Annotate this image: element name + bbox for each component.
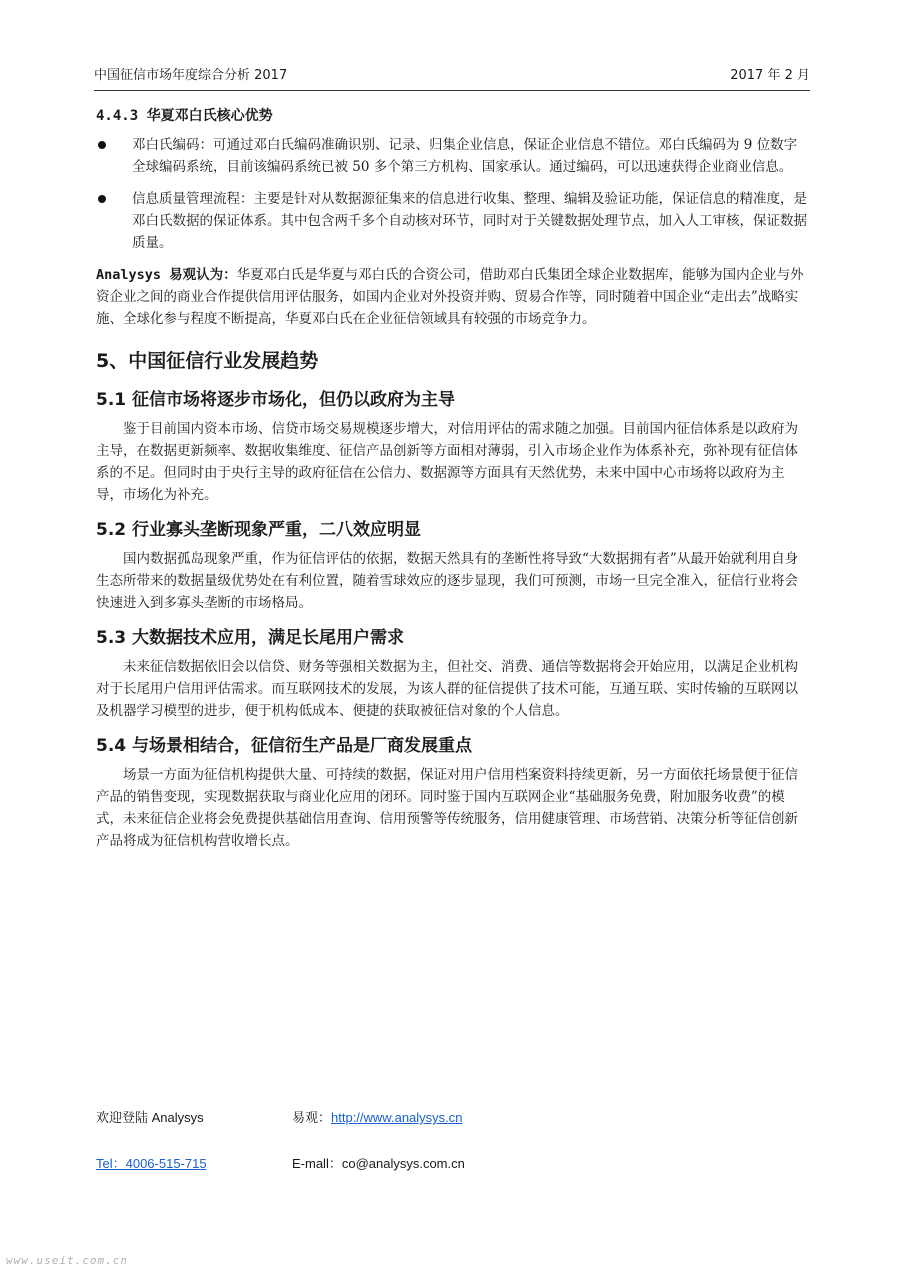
footer-row bbox=[96, 1154, 816, 1174]
analysys-view-paragraph bbox=[96, 264, 808, 330]
section-5-2-text: 国内数据孤岛现象严重，作为征信评估的依据，数据天然具有的垄断性将导致“大数据拥有者”从最开始就利用自身生态所带来的数据量级优势处在有利位置，随着雪球效应的逐步显现，我们可预测，市场一旦完全准入，征信行业将会快速进入到多寡头垄断的市场格局。 bbox=[96, 551, 799, 611]
page-header bbox=[94, 66, 810, 91]
footer-welcome: 欢迎登陆 Analysys bbox=[96, 1110, 204, 1125]
watermark: www.useit.com.cn bbox=[6, 1254, 128, 1267]
footer-site bbox=[292, 1108, 463, 1128]
section-5-1-text: 鉴于目前国内资本市场、信贷市场交易规模逐步增大，对信用评估的需求随之加强。目前国内征信体系是以政府为主导，在数据更新频率、数据收集维度、征信产品创新等方面相对薄弱，引入市场企业作为体系补充，弥补现有征信体系的不足。但同时由于央行主导的政府征信在公信力、数据源等方面具有天然优势，未来中国中心市场将以政府为主导，市场化为补充。 bbox=[96, 421, 798, 503]
bullet-dot-icon bbox=[98, 141, 106, 149]
bullet-text: 信息质量管理流程：主要是针对从数据源征集来的信息进行收集、整理、编辑及验证功能，保证信息的精准度，是邓白氏数据的保证体系。其中包含两千多个自动核对环节，同时对于关键数据处理节点，加入人工审核，保证数据质量。 bbox=[132, 191, 807, 251]
page-footer bbox=[96, 1108, 816, 1174]
bullet-text: 邓白氏编码：可通过邓白氏编码准确识别、记录、归集企业信息，保证企业信息不错位。邓白氏编码为 9 位数字全球编码系统，目前该编码系统已被 50 多个第三方机构、国家承认。通过编码，可以迅速获得企业商业信息。 bbox=[132, 137, 798, 175]
footer-site-link[interactable]: http://www.analysys.cn bbox=[331, 1110, 463, 1125]
section-5-4-title: 5.4 与场景相结合，征信衍生产品是厂商发展重点 bbox=[96, 736, 473, 756]
section-5-title: 5、中国征信行业发展趋势 bbox=[96, 350, 319, 372]
footer-email: E-mall：co@analysys.com.cn bbox=[292, 1156, 465, 1171]
section-5-2-title: 5.2 行业寡头垄断现象严重，二八效应明显 bbox=[96, 520, 422, 540]
analysys-view-lead: Analysys 易观认为： bbox=[96, 267, 237, 283]
header-title: 中国征信市场年度综合分析 2017 bbox=[94, 68, 288, 83]
bullet-item bbox=[96, 188, 808, 254]
bullet-dot-icon bbox=[98, 195, 106, 203]
section-5-3-text: 未来征信数据依旧会以信贷、财务等强相关数据为主，但社交、消费、通信等数据将会开始应用，以满足企业机构对于长尾用户信用评估需求。而互联网技术的发展，为该人群的征信提供了技术可能，互通互联、实时传输的互联网以及机器学习模型的进步，便于机构低成本、便捷的获取被征信对象的个人信息。 bbox=[96, 659, 798, 719]
section-5-1-title: 5.1 征信市场将逐步市场化，但仍以政府为主导 bbox=[96, 390, 456, 410]
footer-row bbox=[96, 1108, 816, 1128]
bullet-item bbox=[96, 134, 808, 178]
page-content bbox=[96, 104, 808, 852]
analysys-view-text: 华夏邓白氏是华夏与邓白氏的合资公司，借助邓白氏集团全球企业数据库，能够为国内企业与外资企业之间的商业合作提供信用评估服务，如国内企业对外投资并购、贸易合作等，同时随着中国企业“走出去”战略实施、全球化参与程度不断提高，华夏邓白氏在企业征信领域具有较强的市场竞争力。 bbox=[96, 267, 804, 327]
footer-site-label: 易观： bbox=[292, 1110, 332, 1125]
section-5-3-title: 5.3 大数据技术应用，满足长尾用户需求 bbox=[96, 628, 405, 648]
section-5-4-text: 场景一方面为征信机构提供大量、可持续的数据，保证对用户信用档案资料持续更新，另一方面依托场景便于征信产品的销售变现，实现数据获取与商业化应用的闭环。同时鉴于国内互联网企业“基础服务免费，附加服务收费”的模式，未来征信企业将会免费提供基础信用查询、信用预警等传统服务，信用健康管理、市场营销、决策分析等征信创新产品将成为征信机构营收增长点。 bbox=[96, 767, 798, 849]
footer-tel-link[interactable]: Tel：4006-515-715 bbox=[96, 1156, 207, 1171]
section-4-4-3-title: 4.4.3 华夏邓白氏核心优势 bbox=[96, 108, 273, 124]
header-date: 2017 年 2 月 bbox=[730, 68, 810, 83]
